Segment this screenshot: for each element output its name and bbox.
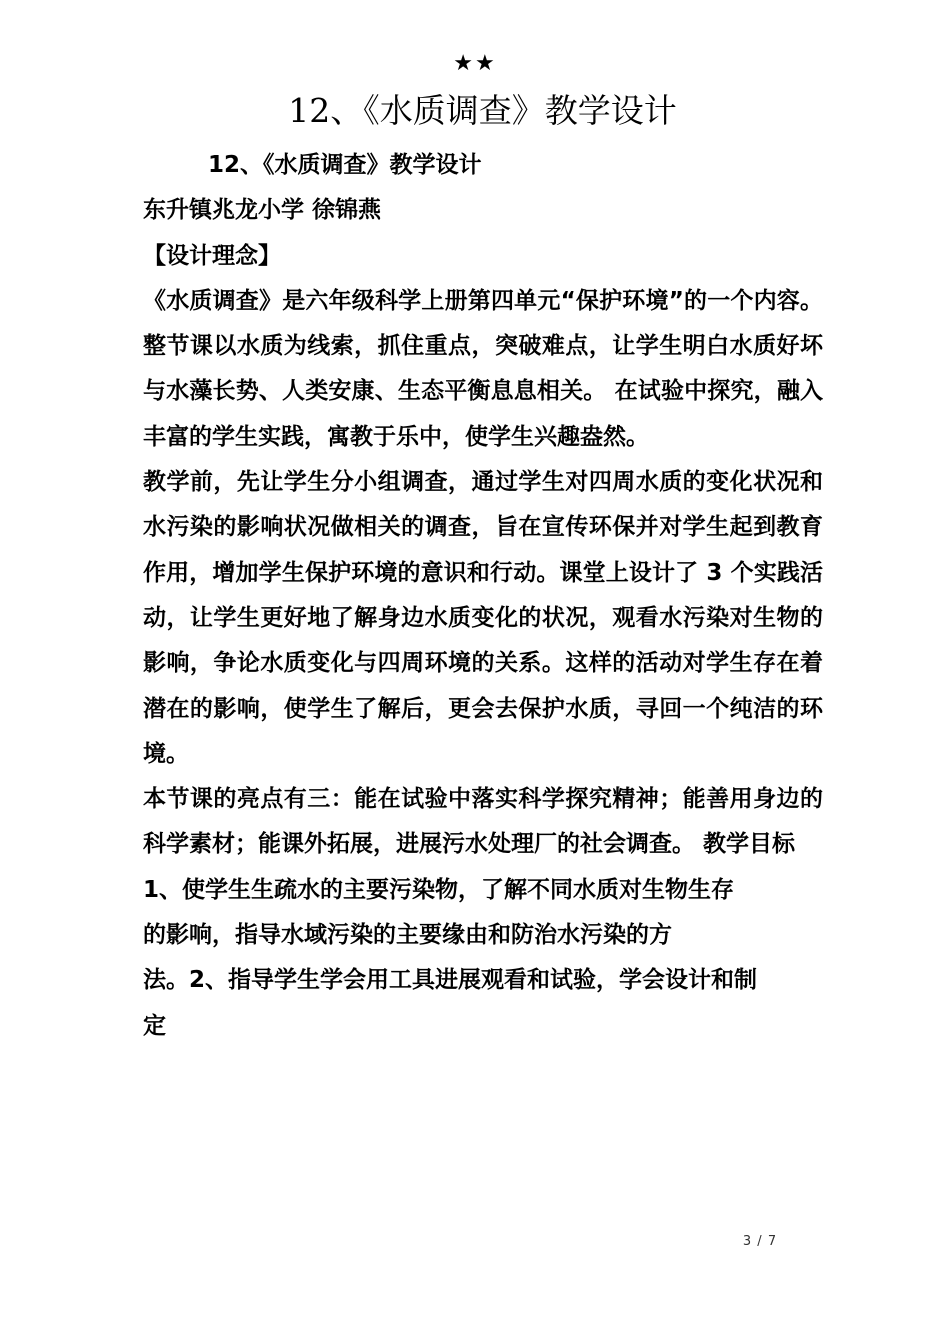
paragraph-design-concept: 《水质调查》是六年级科学上册第四单元“保护环境”的一个内容。整节课以水质为线索，抓住重点，突破难点，让学生明白水质好坏与水藻长势、人类安康、生态平衡息息相关。 在试验中探究，融入丰富的学生实践，寓教于乐中，使学生兴趣盎然。 — [143, 287, 823, 450]
objective-line: 法。2、指导学生学会用工具进展观看和试验，学会设计和制 — [143, 967, 758, 994]
paragraph-highlights: 本节课的亮点有三：能在试验中落实科学探究精神；能善用身边的科学素材；能课外拓展，进展污水处理厂的社会调查。 教学目标 — [143, 786, 823, 858]
subtitle: 12、《水质调查》教学设计 — [208, 152, 482, 178]
star-rating-mark: ★★ — [453, 51, 497, 76]
objective-line: 1、使学生生疏水的主要污染物，了解不同水质对生物生存 — [143, 876, 735, 903]
objective-line: 的影响，指导水域污染的主要缘由和防治水污染的方 — [143, 922, 672, 949]
paragraph-teaching-before: 教学前，先让学生分小组调查，通过学生对四周水质的变化状况和水污染的影响状况做相关的调查，旨在宣传环保并对学生起到教育作用，增加学生保护环境的意识和行动。课堂上设计了 3 个实践活动，让学生更好地了解身边水质变化的状况，观看水污染对生物的影响，争论水质变化与四周环境的关系。这样的活动对学生存在着潜在的影响，使学生了解后，更会去保护水质，寻回一个纯洁的环境。 — [143, 469, 823, 767]
document-title: 12、《水质调查》教学设计 — [288, 91, 677, 130]
author-line: 东升镇兆龙小学 徐锦燕 — [143, 197, 382, 224]
document-body — [143, 143, 823, 1049]
page-number: 3 / 7 — [742, 1234, 778, 1249]
section-heading: 【设计理念】 — [143, 242, 281, 269]
objective-line: 定 — [143, 1012, 166, 1039]
